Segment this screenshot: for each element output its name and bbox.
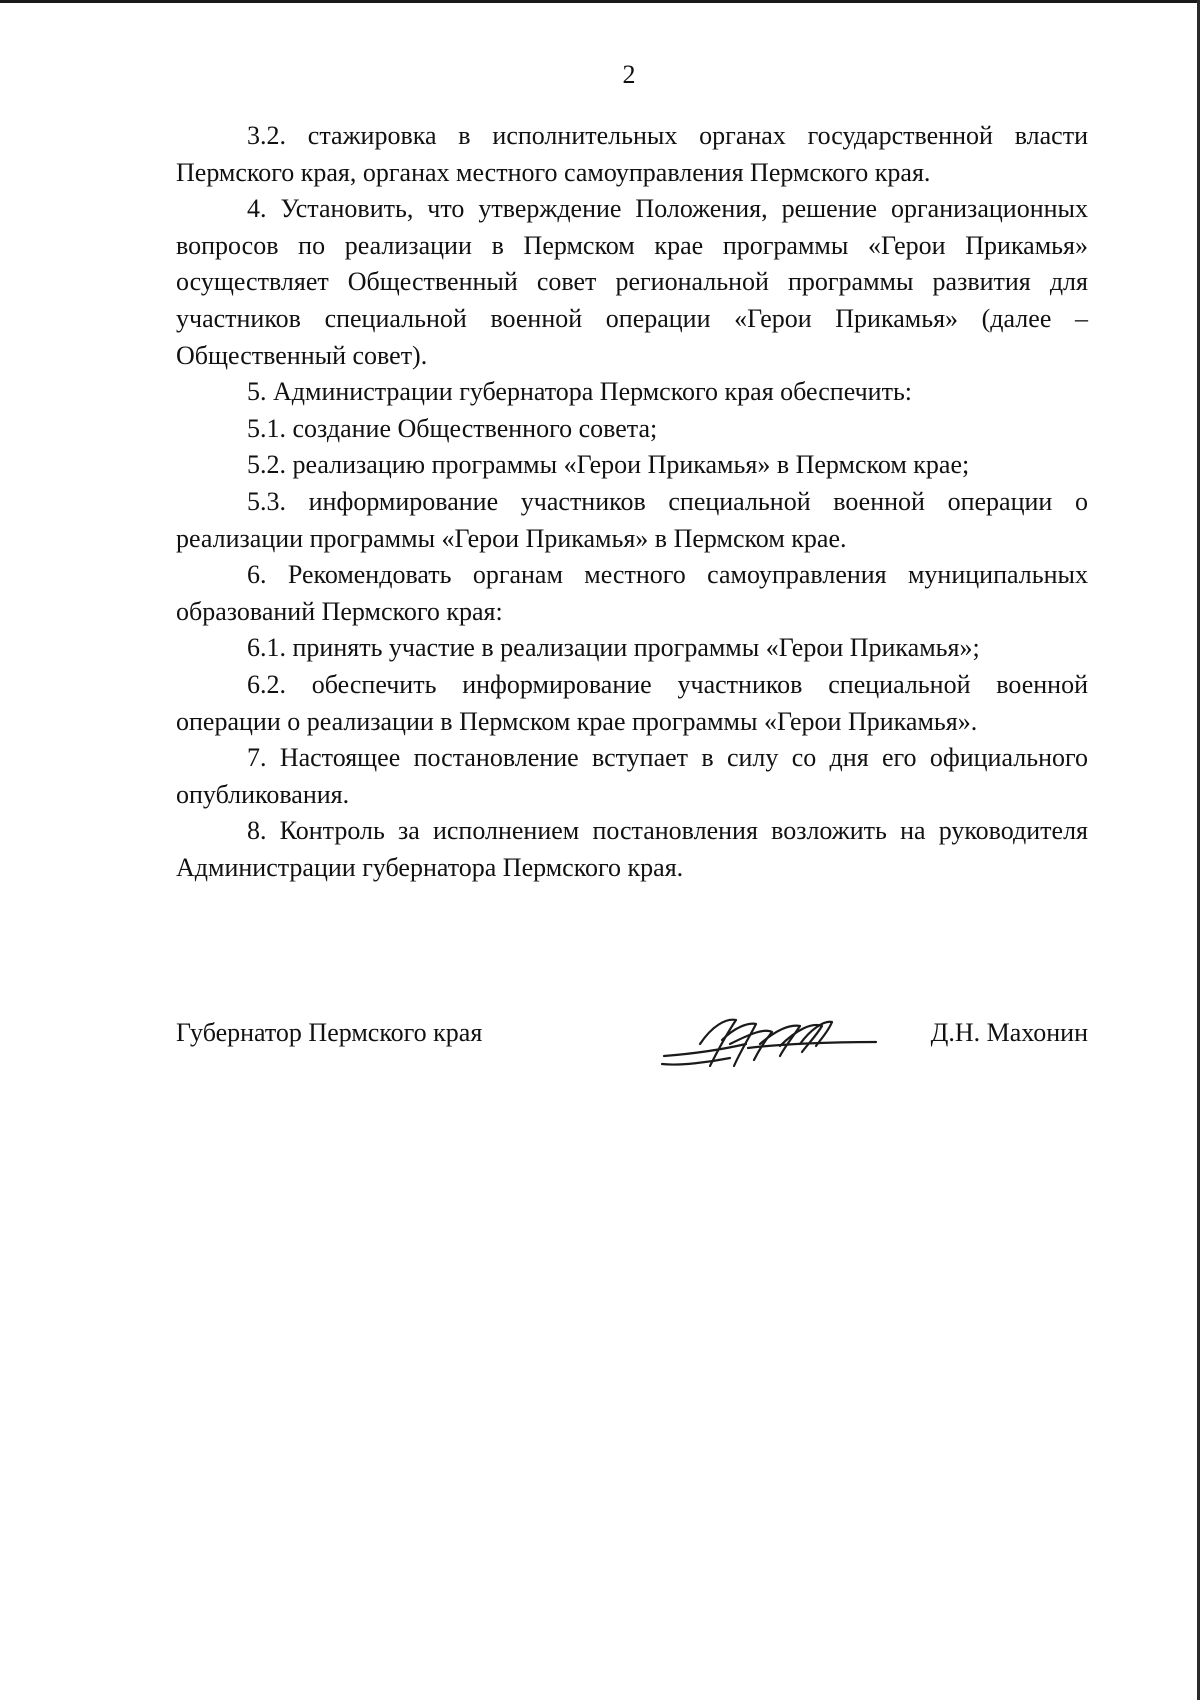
paragraph-4: 4. Установить, что утверждение Положения, решение организационных вопросов по реализации в Пермском крае программы «Герои Прикамья» осуществляет Общественный совет региональной программы развития для участников специальной военной операции «Герои Прикамья» (далее – Общественный совет). [176, 194, 1088, 370]
signature-block [176, 1018, 1088, 1078]
paragraph-5: 5. Администрации губернатора Пермского края обеспечить: [247, 377, 913, 407]
paragraph-7: 7. Настоящее постановление вступает в силу со дня его официального опубликования. [176, 743, 1088, 809]
document-body [176, 118, 1088, 886]
signer-title: Губернатор Пермского края [176, 1018, 483, 1047]
page-number: 2 [622, 60, 636, 89]
paragraph-6: 6. Рекомендовать органам местного самоуправления муниципальных образований Пермского края: [176, 560, 1088, 626]
paragraph-6-2: 6.2. обеспечить информирование участников специальной военной операции о реализации в Пермском крае программы «Герои Прикамья». [176, 669, 1088, 736]
paragraph-5-1: 5.1. создание Общественного совета; [247, 413, 658, 443]
paragraph-5-2: 5.2. реализацию программы «Герои Прикамья» в Пермском крае; [247, 450, 970, 480]
handwritten-signature [660, 1004, 880, 1074]
paragraph-8: 8. Контроль за исполнением постановления возложить на руководителя Администрации губернатора Пермского края. [176, 816, 1088, 882]
paragraph-3-2: 3.2. стажировка в исполнительных органах государственной власти Пермского края, органах местного самоуправления Пермского края. [176, 121, 1088, 187]
signer-name: Д.Н. Махонин [930, 1018, 1088, 1047]
scan-border-top [0, 0, 1200, 3]
paragraph-6-1: 6.1. принять участие в реализации программы «Герои Прикамья»; [247, 633, 980, 663]
paragraph-5-3: 5.3. информирование участников специальной военной операции о реализации программы «Герои Прикамья» в Пермском крае. [176, 486, 1088, 553]
